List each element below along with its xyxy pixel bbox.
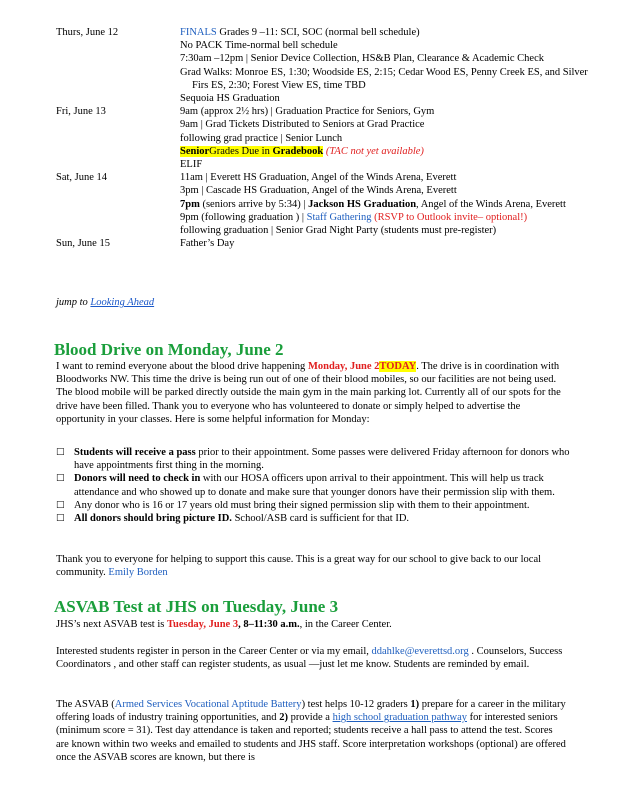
schedule-entries [180,26,596,105]
asvab-p3-e: for interested seniors (minimum score = 31). Test day attendance is taken and reported; students receive a hall pass to attend the test. Scores are known within two weeks and emailed to students and JHS staff. Score interpretation workshops (optional) are offered once the ASVAB scores are known, but there is [56,712,566,763]
point-two: 2) [279,712,288,724]
entry-text: following grad practice | Senior Lunch [180,132,343,144]
author-name: Emily Borden [108,567,168,579]
entry-text: FINALS [180,27,217,38]
asvab-heading: ASVAB Test at JHS on Tuesday, June 3 [54,597,339,616]
schedule-date: Fri, June 13 [56,106,106,118]
schedule-entries [180,171,596,237]
schedule-entry [180,39,596,52]
asvab-p2-text: Interested students register in person in the Career Center or via my email, [56,646,372,657]
schedule-entry [180,26,596,39]
asvab-time: , 8–11:30 a.m. [238,619,300,630]
asvab-p2 [56,645,566,671]
thanks-text: Thank you to everyone for helping to support this cause. This is a great way for our school to give back to our local community. [56,554,542,579]
bullet-box-icon: □ [56,499,65,510]
schedule-entry [180,184,596,197]
entry-text: Grad Walks: Monroe ES, 1:30; Woodside ES, 2:15; Cedar Wood ES, Penny Creek ES, and Silver Firs ES, 2:30; Forest View ES, time TBD [180,66,588,91]
schedule-row [56,105,596,171]
looking-ahead-link[interactable]: Looking Ahead [90,297,155,308]
blood-drive-thanks [56,553,566,579]
schedule-entry [180,211,596,224]
schedule-entry [180,237,596,250]
entry-text: Grades Due in [209,145,273,157]
entry-text: , Angel of the Winds Arena, Everett [416,198,566,210]
asvab-p3-d: provide a [287,712,333,724]
entry-text: No PACK Time-normal bell schedule [180,40,338,52]
entry-text: Jackson HS Graduation [308,198,417,210]
schedule-entries [180,237,596,250]
asvab-fullname: Armed Services Vocational Aptitude Battery [114,699,302,710]
schedule-entries [180,105,596,171]
bullet-text [74,446,574,472]
bullet-bold: All donors should bring picture ID. [74,513,232,525]
bullet-box-icon: □ [56,447,65,457]
asvab-p1 [56,618,566,631]
entry-text: 9pm (following graduation ) | [180,211,307,223]
schedule-date: Sat, June 14 [56,172,108,184]
asvab-location: , in the Career Center. [299,619,392,630]
bullet-bold: Students will receive a pass [74,447,196,458]
asvab-p1-text: JHS’s next ASVAB test is [56,619,167,630]
asvab-p2-rest: . Counselors, Success Coordinators , and other staff can register students, as usual —just let me know. Students are reminded by email. [56,646,563,671]
bullet-body: Any donor who is 16 or 17 years old must bring their signed permission slip with them to their appointment. [74,499,530,511]
entry-text: (TAC not yet available) [323,145,424,157]
blood-drive-intro [56,360,566,426]
jump-line [56,297,154,308]
bullet-body: with our HOSA officers upon arrival to their appointment. This will help us track attendance and who showed up to donate and make sure that younger donors have their permission slip with them. [74,473,555,498]
schedule-date: Thurs, June 12 [56,27,119,38]
bullet-body: prior to their appointment. Some passes were delivered Friday afternoon for donors who have appointments first thing in the morning. [74,447,570,472]
schedule-entry [180,145,596,158]
entry-text: 3pm | Cascade HS Graduation, Angel of the Winds Arena, Everett [180,185,457,197]
schedule-row [56,237,596,250]
schedule-row [56,26,596,105]
today-badge: TODAY [379,361,417,372]
schedule-entry [180,171,596,184]
intro-text: I want to remind everyone about the blood drive happening [56,361,308,372]
entry-text: ELIF [180,159,203,171]
asvab-p3-text: The ASVAB ( [56,699,115,710]
jump-prefix: jump to [56,297,91,308]
entry-text: 9am (approx 2½ hrs) | Graduation Practice for Seniors, Gym [180,106,435,118]
schedule-entry [180,66,596,92]
schedule-entry [180,118,596,131]
asvab-p3-c: prepare for a career in the military offering loads of industry training opportunities, and [56,699,566,724]
entry-text: (seniors arrive by 5:34) | [199,198,309,210]
schedule-entry [180,105,596,118]
schedule-entry [180,132,596,145]
schedule-date: Sun, June 15 [56,238,110,250]
entry-text: 11am | Everett HS Graduation, Angel of the Winds Arena, Everett [180,172,457,184]
entry-text: 9am | Grad Tickets Distributed to Seniors at Grad Practice [180,119,425,131]
entry-text: Sequoia HS Graduation [180,93,280,105]
schedule-entry [180,92,596,105]
bullet-text [74,472,574,498]
entry-text: Father’s Day [180,238,235,250]
entry-text: Grades 9 –11: SCI, SOC (normal bell schedule) [216,27,420,38]
entry-text: 7pm [180,198,200,210]
asvab-p3-b: ) test helps 10-12 graders [301,699,411,710]
schedule-entry [180,158,596,171]
entry-text: 7:30am –12pm | Senior Device Collection, HS&B Plan, Clearance & Academic Check [180,53,544,65]
bullet-item [56,499,574,512]
bullet-box-icon: □ [56,473,65,484]
bullet-text [74,512,574,525]
blood-drive-heading: Blood Drive on Monday, June 2 [54,340,284,359]
blood-drive-bullets [56,446,574,525]
schedule-row [56,171,596,237]
point-one: 1) [410,699,420,710]
graduation-pathway-link[interactable]: high school graduation pathway [332,712,467,724]
entry-text: Gradebook [272,145,324,157]
intro-text-rest: . The drive is in coordination with Bloodworks NW. This time the drive is being run out of one of their blood mobiles, so our facilities are not being used. The blood mobile will be parked directly outside the main gym in the main parking lot. Currently all of our spots for the drive have been filled. Thank you to everyone who has volunteered to donate or simply helped to advertise the opportunity in your classes. Here is some helpful information for Monday: [56,361,561,425]
schedule-entry [180,224,596,237]
intro-date: Monday, June 2 [307,361,380,372]
schedule-entry [180,198,596,211]
bullet-item [56,512,574,525]
bullet-bold: Donors will need to check in [74,473,201,485]
entry-text: Senior [180,145,210,157]
bullet-body: School/ASB card is sufficient for that ID. [231,513,410,525]
asvab-date: Tuesday, June 3 [166,619,239,630]
schedule-table [56,26,596,250]
bullet-item [56,472,574,498]
entry-text: following graduation | Senior Grad Night Party (students must pre-register) [180,225,497,237]
bullet-text [74,499,574,512]
asvab-p3 [56,698,566,764]
entry-text: (RSVP to Outlook invite– optional!) [371,211,528,223]
bullet-box-icon: □ [56,513,65,524]
entry-text: Staff Gathering [306,211,372,223]
schedule-entry [180,52,596,65]
bullet-item [56,446,574,472]
email-link[interactable]: ddahlke@everettsd.org [371,646,469,657]
